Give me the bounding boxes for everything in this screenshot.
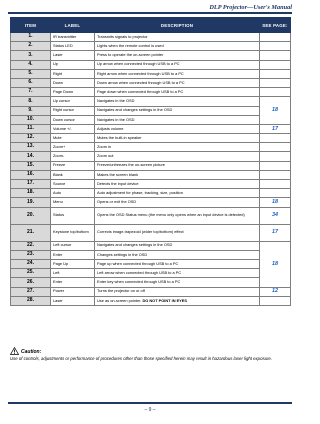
label-cell: Laser (51, 51, 95, 60)
table-row (11, 241, 291, 250)
item-number-cell: 16. (11, 170, 51, 179)
caution-label: Caution: (21, 348, 42, 355)
see-page-cell: 18 (260, 241, 291, 287)
table-row (11, 278, 291, 287)
see-page-cell: 17 (260, 124, 291, 133)
item-number-cell: 20. (11, 207, 51, 224)
label-cell: Right (51, 69, 95, 78)
caution-note (10, 347, 290, 362)
table-row (11, 97, 291, 106)
description-cell: Up arrow when connected through USB to a PC (95, 60, 260, 69)
table-row (11, 143, 291, 152)
table-row (11, 69, 291, 78)
item-number-cell: 2. (11, 42, 51, 51)
description-cell: Navigates and changes settings in the OSD (95, 241, 260, 250)
description-cell: Detects the input device (95, 180, 260, 189)
item-number-cell: 21. (11, 224, 51, 241)
label-cell: Left cursor (51, 241, 95, 250)
see-page-cell (260, 296, 291, 305)
see-page-cell (260, 33, 291, 42)
label-cell: Left (51, 269, 95, 278)
table-row (11, 33, 291, 42)
description-cell: Navigates in the OSD (95, 97, 260, 106)
label-cell: Source (51, 180, 95, 189)
description-cell: Freeze/unfreezes the on-screen picture (95, 161, 260, 170)
item-number-cell: 5. (11, 69, 51, 78)
table-row (11, 88, 291, 97)
item-number-cell: 14. (11, 152, 51, 161)
description-cell: Lights when the remote control is used (95, 42, 260, 51)
see-page-cell (260, 134, 291, 143)
item-number-cell: 7. (11, 88, 51, 97)
item-number-cell: 8. (11, 97, 51, 106)
see-page-cell: 17 (260, 224, 291, 241)
label-cell: Enter (51, 278, 95, 287)
table-row (11, 207, 291, 224)
table-row (11, 180, 291, 189)
table-row (11, 189, 291, 198)
table-row (11, 269, 291, 278)
see-page-cell: 18 (260, 198, 291, 207)
item-number-cell: 3. (11, 51, 51, 60)
caution-heading (10, 347, 290, 355)
label-cell: Page Up (51, 259, 95, 268)
item-number-cell: 23. (11, 250, 51, 259)
label-cell: Volume +/- (51, 124, 95, 133)
item-number-cell: 11. (11, 124, 51, 133)
see-page-cell: 34 (260, 207, 291, 224)
label-cell: Keystone top/bottom (51, 224, 95, 241)
header-rule (8, 12, 292, 14)
table-row (11, 152, 291, 161)
caution-text: Use of controls, adjustments or performance of procedures other than those specified herein may result in hazardous laser light exposure. (10, 356, 273, 361)
description-cell: Adjusts volume (95, 124, 260, 133)
table-row (11, 287, 291, 296)
item-number-cell: 9. (11, 106, 51, 115)
item-number-cell: 4. (11, 60, 51, 69)
see-page-cell (260, 69, 291, 78)
page-number: – 9 – (144, 407, 156, 413)
description-warning-text: DO NOT POINT IN EYES (142, 297, 187, 303)
item-number-cell: 22. (11, 241, 51, 250)
label-cell: Up cursor (51, 97, 95, 106)
see-page-cell (260, 78, 291, 87)
table-row (11, 224, 291, 241)
description-cell: Opens or exit the OSD (95, 198, 260, 207)
item-number-cell: 15. (11, 161, 51, 170)
description-cell: Makes the screen blank (95, 170, 260, 179)
table-row (11, 161, 291, 170)
item-number-cell: 17. (11, 180, 51, 189)
description-cell: Left arrow when connected through USB to a PC (95, 269, 260, 278)
item-number-cell: 12. (11, 134, 51, 143)
label-cell: IR transmitter (51, 33, 95, 42)
item-number-cell: 19. (11, 198, 51, 207)
item-number-cell: 10. (11, 115, 51, 124)
label-cell: Laser (51, 296, 95, 305)
label-cell: Right cursor (51, 106, 95, 115)
item-number-cell: 18. (11, 189, 51, 198)
table-body (11, 33, 291, 306)
see-page-cell (260, 143, 291, 152)
warning-triangle-icon (10, 347, 19, 355)
see-page-cell: 12 (260, 287, 291, 296)
description-cell: Page down when connected through USB to a PC (95, 88, 260, 97)
description-cell: Down arrow when connected through USB to a PC (95, 78, 260, 87)
description-cell: Mutes the built-in speaker (95, 134, 260, 143)
column-header-description: DESCRIPTION (95, 18, 260, 33)
label-cell: Power (51, 287, 95, 296)
see-page-cell (260, 88, 291, 97)
description-cell: Changes settings in the OSD (95, 250, 260, 259)
description-cell (95, 296, 260, 305)
table-row (11, 78, 291, 87)
column-header-item: ITEM (11, 18, 51, 33)
table-row (11, 124, 291, 133)
label-cell: Up (51, 60, 95, 69)
item-number-cell: 28. (11, 296, 51, 305)
description-text: Use as on-screen pointer. (97, 297, 142, 303)
description-cell: Navigates in the OSD (95, 115, 260, 124)
description-cell: Auto adjustment for phase, tracking, size, position (95, 189, 260, 198)
description-cell: Turns the projector on or off (95, 287, 260, 296)
item-number-cell: 13. (11, 143, 51, 152)
label-cell: Zoom+ (51, 143, 95, 152)
description-cell: Zoom out (95, 152, 260, 161)
description-cell: Zoom in (95, 143, 260, 152)
see-page-cell (260, 51, 291, 60)
manual-header-title: DLP Projector—User's Manual (209, 4, 292, 11)
item-number-cell: 6. (11, 78, 51, 87)
table-row (11, 250, 291, 259)
item-number-cell: 25. (11, 269, 51, 278)
table-row (11, 170, 291, 179)
item-number-cell: 26. (11, 278, 51, 287)
see-page-cell (260, 42, 291, 51)
label-cell: Zoom- (51, 152, 95, 161)
table-row (11, 42, 291, 51)
description-cell: Page up when connected through USB to a PC (95, 259, 260, 268)
table-row (11, 198, 291, 207)
see-page-cell (260, 170, 291, 179)
label-cell: Menu (51, 198, 95, 207)
table-row (11, 134, 291, 143)
description-cell: Press to operate the on-screen pointer (95, 51, 260, 60)
label-cell: Mute (51, 134, 95, 143)
footer-rule (8, 402, 292, 404)
description-cell: Transmits signals to projector (95, 33, 260, 42)
column-header-see-page: SEE PAGE: (260, 18, 291, 33)
table-row (11, 296, 291, 305)
see-page-cell (260, 60, 291, 69)
table-row (11, 115, 291, 124)
see-page-cell (260, 189, 291, 198)
label-cell: Status LED (51, 42, 95, 51)
label-cell: Enter (51, 250, 95, 259)
label-cell: Blank (51, 170, 95, 179)
see-page-cell (260, 161, 291, 170)
see-page-cell (260, 152, 291, 161)
item-number-cell: 24. (11, 259, 51, 268)
label-cell: Page Down (51, 88, 95, 97)
label-cell: Down (51, 78, 95, 87)
table-row (11, 259, 291, 268)
see-page-cell: 18 (260, 97, 291, 125)
description-cell: Opens the OSD Status menu (the menu only opens when an input device is detected) (95, 207, 260, 224)
description-cell: Enter key when connected through USB to a PC (95, 278, 260, 287)
table-row (11, 51, 291, 60)
remote-control-table (10, 17, 291, 306)
table-header-row (11, 18, 291, 33)
label-cell: Freeze (51, 161, 95, 170)
table-row (11, 60, 291, 69)
table-row (11, 106, 291, 115)
label-cell: Status (51, 207, 95, 224)
column-header-label: LABEL (51, 18, 95, 33)
description-cell: Right arrow when connected through USB to a PC (95, 69, 260, 78)
description-cell: Corrects image-trapezoid (wider top/bottom) effect (95, 224, 260, 241)
description-cell: Navigates and changes settings in the OSD (95, 106, 260, 115)
item-number-cell: 1. (11, 33, 51, 42)
label-cell: Down cursor (51, 115, 95, 124)
see-page-cell (260, 180, 291, 189)
label-cell: Auto (51, 189, 95, 198)
item-number-cell: 27. (11, 287, 51, 296)
